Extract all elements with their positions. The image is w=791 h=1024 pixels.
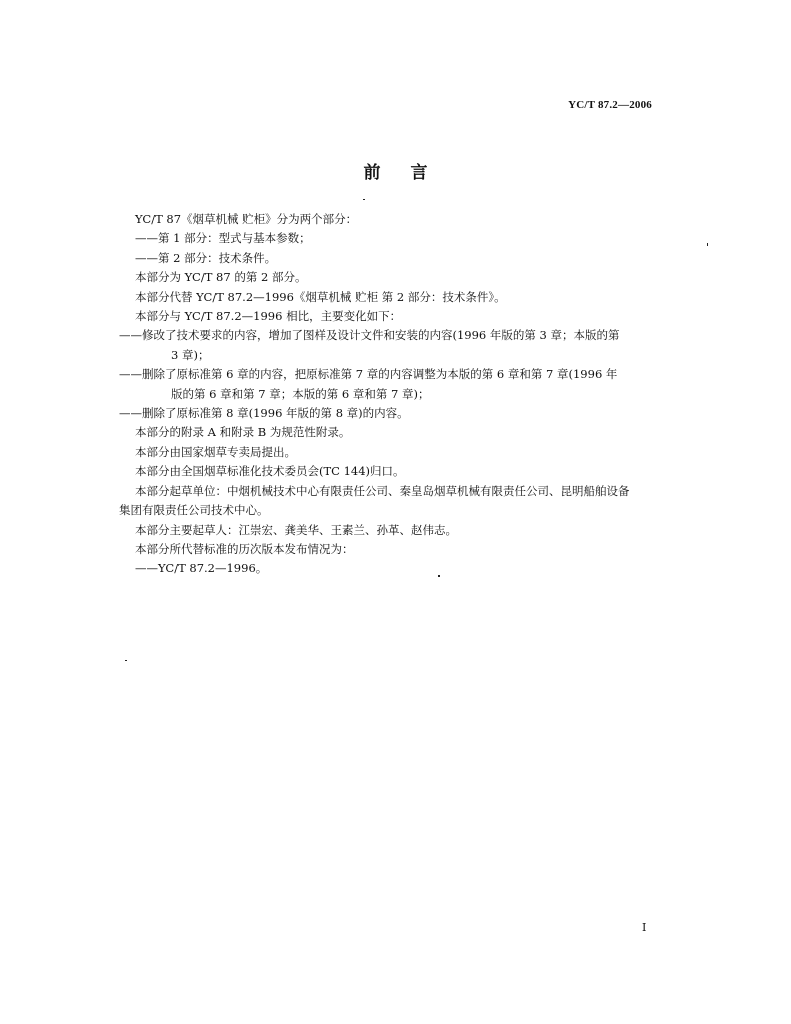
list-item-change-2: ——删除了原标准第 6 章的内容，把原标准第 7 章的内容调整为本版的第 6 章和第 7 章(1996 年 [119, 367, 618, 382]
page-title: 前言 [363, 163, 458, 183]
page-number: I [642, 921, 647, 934]
list-item-change-1: ——修改了技术要求的内容，增加了图样及设计文件和安装的内容(1996 年版的第 3 章；本版的第 [119, 328, 620, 343]
foreword-body [119, 210, 659, 579]
list-item-change-1-cont: 3 章)； [171, 347, 210, 362]
paragraph-changes-intro: 本部分与 YC/T 87.2—1996 相比，主要变化如下： [135, 309, 402, 324]
paragraph-centralized-by: 本部分由全国烟草标准化技术委员会(TC 144)归口。 [135, 464, 405, 479]
paragraph-drafters: 本部分主要起草人：江崇宏、龚美华、王素兰、孙革、赵伟志。 [135, 522, 457, 537]
scan-speck [363, 199, 365, 200]
paragraph-proposed-by: 本部分由国家烟草专卖局提出。 [135, 444, 296, 459]
list-item-history: ——YC/T 87.2—1996。 [135, 561, 268, 576]
paragraph-history-intro: 本部分所代替标准的历次版本发布情况为： [135, 541, 354, 556]
scan-speck [125, 660, 127, 661]
paragraph-drafting-units: 本部分起草单位：中烟机械技术中心有限责任公司、秦皇岛烟草机械有限责任公司、昆明船舶设备 [135, 483, 630, 498]
scan-speck [438, 575, 440, 577]
list-item-change-2-cont: 版的第 6 章和第 7 章；本版的第 6 章和第 7 章)； [171, 386, 430, 401]
list-item-part-1: ——第 1 部分：型式与基本参数； [135, 231, 311, 246]
list-item-part-2: ——第 2 部分：技术条件。 [135, 250, 277, 265]
list-item-change-3: ——删除了原标准第 8 章(1996 年版的第 8 章)的内容。 [119, 406, 409, 421]
paragraph-drafting-units-cont: 集团有限责任公司技术中心。 [119, 503, 269, 518]
paragraph-appendices: 本部分的附录 A 和附录 B 为规范性附录。 [135, 425, 351, 440]
paragraph-this-part: 本部分为 YC/T 87 的第 2 部分。 [135, 270, 307, 285]
scan-speck [707, 243, 708, 246]
paragraph-parts-intro: YC/T 87《烟草机械 贮柜》分为两个部分： [135, 212, 358, 226]
paragraph-replaces: 本部分代替 YC/T 87.2—1996《烟草机械 贮柜 第 2 部分：技术条件》。 [135, 289, 506, 304]
standard-code: YC/T 87.2—2006 [568, 99, 652, 111]
